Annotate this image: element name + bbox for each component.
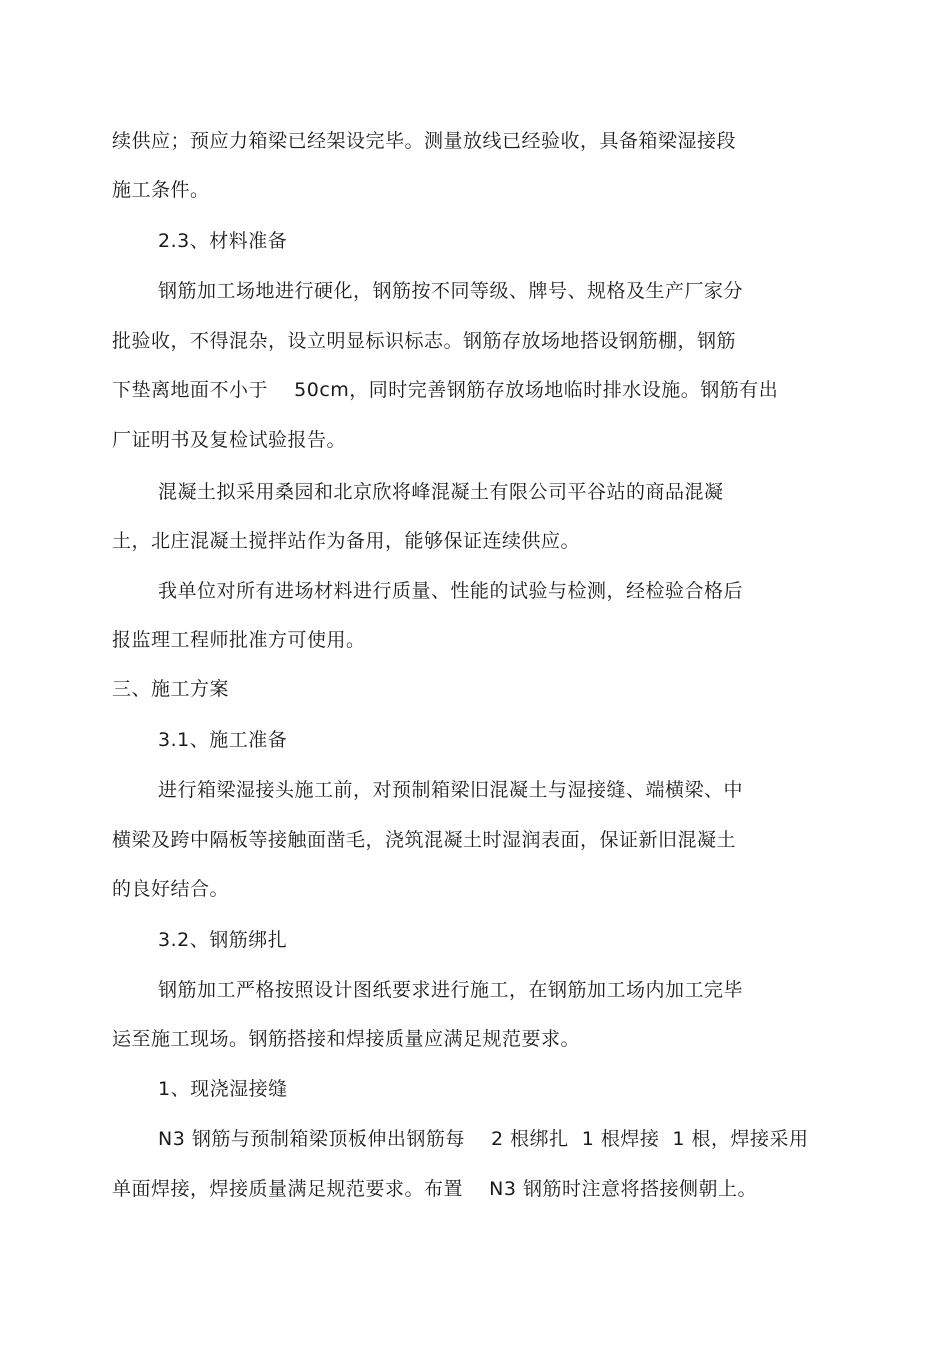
text-line: 批验收，不得混杂，设立明显标识标志。钢筋存放场地搭设钢筋棚，钢筋 xyxy=(112,330,737,352)
text-line: 下垫离地面不小于 50cm，同时完善钢筋存放场地临时排水设施。钢筋有出 xyxy=(112,379,779,401)
text-line: 续供应；预应力箱梁已经架设完毕。测量放线已经验收，具备箱梁湿接段 xyxy=(112,130,737,152)
chapter-heading: 三、施工方案 xyxy=(112,678,230,700)
section-heading: 2.3、材料准备 xyxy=(158,230,288,252)
text-line: 土，北庄混凝土搅拌站作为备用，能够保证连续供应。 xyxy=(112,530,581,552)
text-line: 运至施工现场。钢筋搭接和焊接质量应满足规范要求。 xyxy=(112,1028,581,1050)
text-line: 钢筋加工场地进行硬化，钢筋按不同等级、牌号、规格及生产厂家分 xyxy=(158,280,744,302)
text-line: 报监理工程师批准方可使用。 xyxy=(112,629,366,651)
subsection-heading: 1、现浇湿接缝 xyxy=(158,1078,288,1100)
section-heading: 3.1、施工准备 xyxy=(158,729,288,751)
section-heading: 3.2、钢筋绑扎 xyxy=(158,929,288,951)
text-line: 我单位对所有进场材料进行质量、性能的试验与检测，经检验合格后 xyxy=(158,580,744,602)
text-line: 横梁及跨中隔板等接触面凿毛，浇筑混凝土时湿润表面，保证新旧混凝土 xyxy=(112,829,737,851)
text-line: 的良好结合。 xyxy=(112,878,230,900)
text-line: 施工条件。 xyxy=(112,179,210,201)
text-line: 钢筋加工严格按照设计图纸要求进行施工，在钢筋加工场内加工完毕 xyxy=(158,979,744,1001)
text-line: 进行箱梁湿接头施工前，对预制箱梁旧混凝土与湿接缝、端横梁、中 xyxy=(158,779,744,801)
text-line: 混凝土拟采用桑园和北京欣将峰混凝土有限公司平谷站的商品混凝 xyxy=(158,481,724,503)
text-line: N3 钢筋与预制箱梁顶板伸出钢筋每 2 根绑扎 1 根焊接 1 根，焊接采用 xyxy=(158,1128,809,1150)
text-line: 单面焊接，焊接质量满足规范要求。布置 N3 钢筋时注意将搭接侧朝上。 xyxy=(112,1178,758,1200)
text-line: 厂证明书及复检试验报告。 xyxy=(112,429,347,451)
